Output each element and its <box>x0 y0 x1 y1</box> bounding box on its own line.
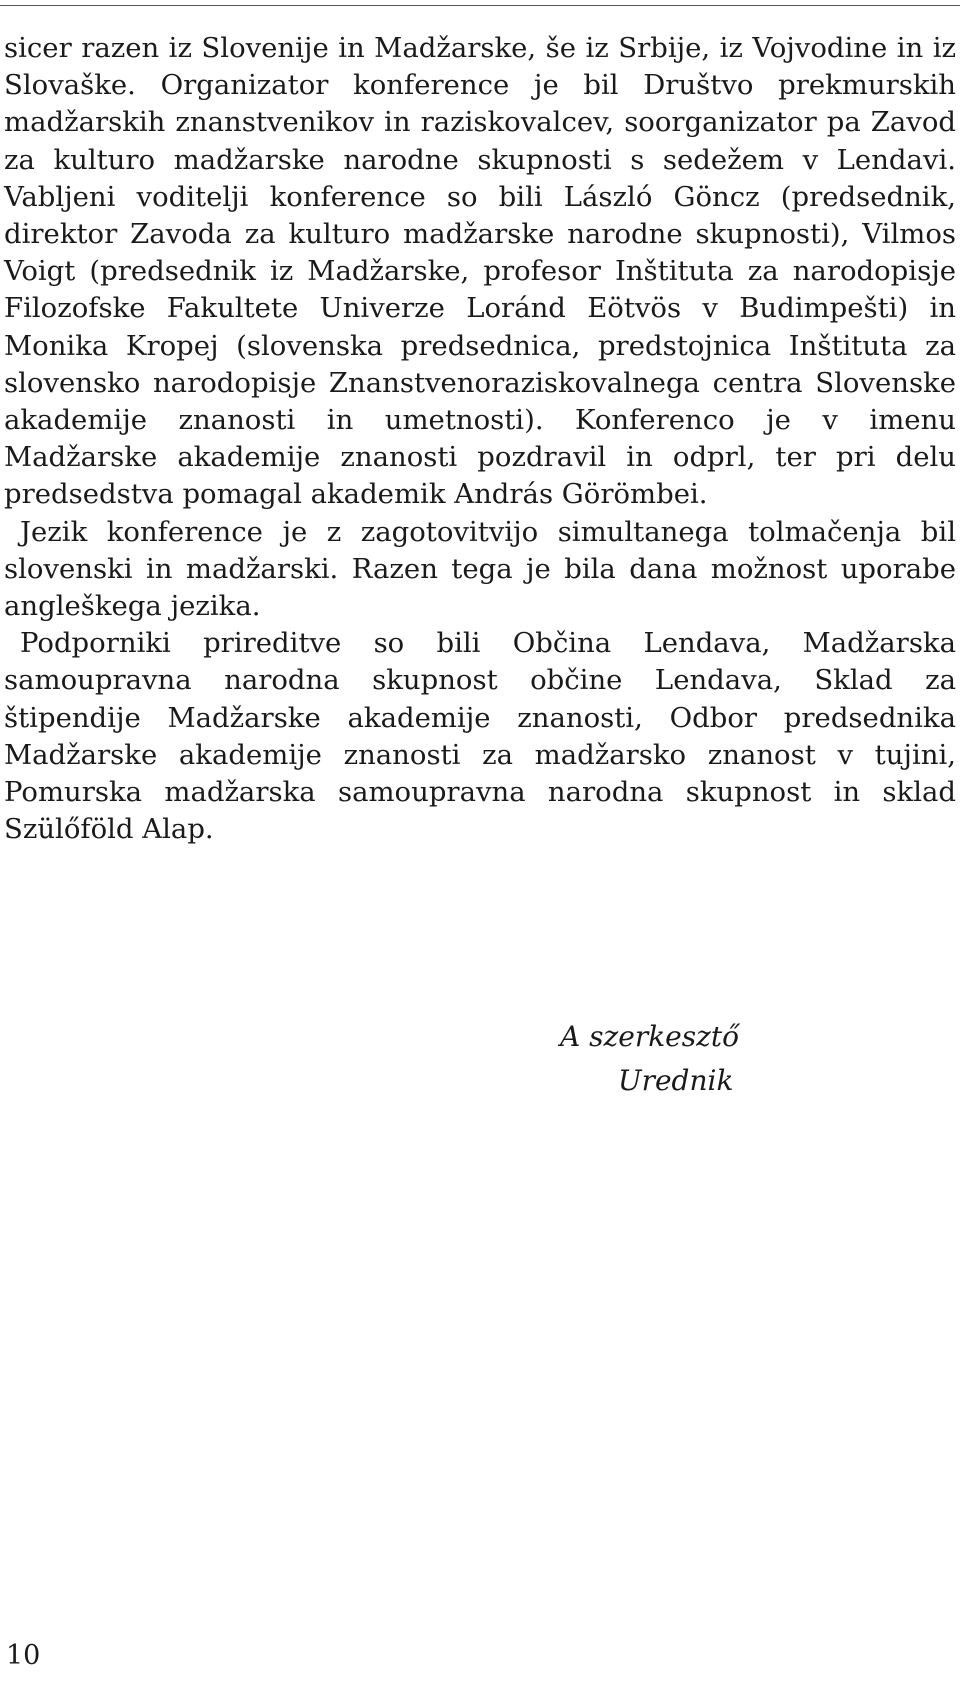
signature-slovenian: Urednik <box>618 1064 734 1097</box>
editor-signature <box>560 1015 739 1103</box>
body-text <box>4 30 956 848</box>
paragraph-2: Jezik konference je z zagotovitvijo simultanega tolmačenja bil slovenski in madžarski. Razen tega je bila dana možnost uporabe angleškega jezika. <box>4 515 956 623</box>
top-rule <box>0 5 960 6</box>
paragraph-1: sicer razen iz Slovenije in Madžarske, še iz Srbije, iz Vojvodine in iz Slovaške. Organizator konference je bil Društvo prekmurskih madžarskih znanstvenikov in raziskovalcev, soorganizator pa Zavod za kulturo madžarske narodne skupnosti s sedežem v Lendavi. Vabljeni voditelji konference so bili László Göncz (predsednik, direktor Zavoda za kulturo madžarske narodne skupnosti), Vilmos Voigt (predsednik iz Madžarske, profesor Inštituta za narodopisje Filozofske Fakultete Univerze Loránd Eötvös v Budimpešti) in Monika Kropej (slovenska predsednica, predstojnica Inštituta za slovensko narodopisje Znanstvenoraziskovalnega centra Slovenske akademije znanosti in umetnosti). Konferenco je v imenu Madžarske akademije znanosti pozdravil in odprl, ter pri delu predsedstva pomagal akademik András Görömbei. <box>4 32 956 511</box>
signature-hungarian: A szerkesztő <box>560 1020 739 1053</box>
page-number: 10 <box>6 1640 41 1671</box>
paragraph-3: Podporniki prireditve so bili Občina Lendava, Madžarska samoupravna narodna skupnost občine Lendava, Sklad za štipendije Madžarske akademije znanosti, Odbor predsednika Madžarske akademije znanosti za madžarsko znanost v tujini, Pomurska madžarska samoupravna narodna skupnost in sklad Szülőföld Alap. <box>4 627 956 846</box>
